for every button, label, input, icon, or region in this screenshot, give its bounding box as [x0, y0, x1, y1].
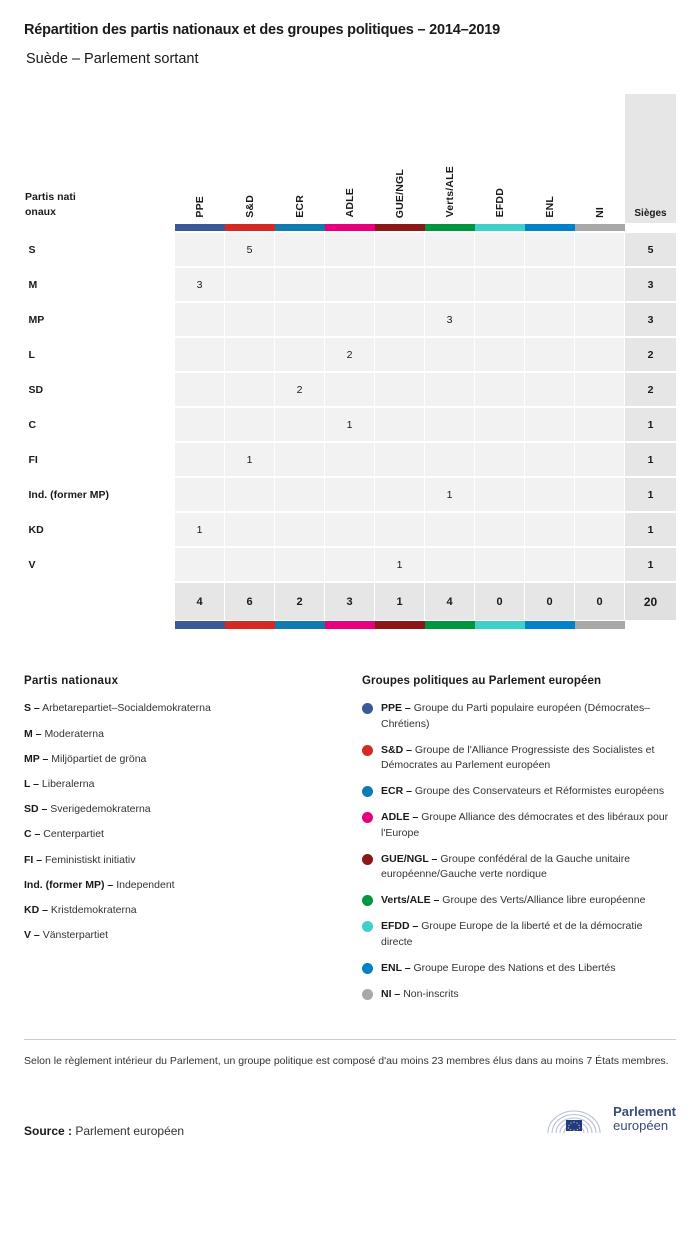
cell-value — [225, 302, 275, 337]
column-header-label: ENL — [543, 196, 556, 218]
table-row — [25, 232, 677, 267]
cell-value — [175, 477, 225, 512]
page-title: Répartition des partis nationaux et des groupes politiques – 2014–2019 — [24, 22, 500, 38]
cell-value — [375, 232, 425, 267]
cell-value — [225, 547, 275, 582]
cell-value — [325, 512, 375, 547]
cell-value — [525, 302, 575, 337]
list-item — [362, 987, 676, 1002]
cell-value — [275, 512, 325, 547]
cell-value: 1 — [225, 442, 275, 477]
group-color-dot-enl — [362, 963, 373, 974]
list-item — [24, 903, 338, 918]
total-value-ni: 0 — [575, 582, 625, 620]
color-band-vertsale-bottom — [425, 620, 475, 629]
list-item — [362, 810, 676, 840]
cell-value — [275, 547, 325, 582]
legend-name: Groupe Alliance des démocrates et des libéraux pour l'Europe — [381, 811, 669, 839]
column-header-label: NI — [593, 206, 606, 218]
legend-abbr: GUE/NGL – — [381, 852, 438, 865]
cell-value — [575, 442, 625, 477]
column-header-label: EFDD — [493, 188, 506, 218]
column-header-label: S&D — [243, 195, 256, 218]
table-row — [25, 442, 677, 477]
legend-abbr: L – — [24, 777, 39, 790]
table-row — [25, 337, 677, 372]
cell-value — [325, 267, 375, 302]
legend-abbr: M – — [24, 727, 42, 740]
color-band-adle — [325, 223, 375, 232]
group-color-dot-ppe — [362, 703, 373, 714]
row-seats-total: 3 — [625, 302, 677, 337]
legend-abbr: S – — [24, 702, 40, 715]
legend-name: Arbetarepartiet–Socialdemokraterna — [42, 702, 211, 715]
column-header-enl — [525, 93, 575, 223]
legend-text — [381, 919, 676, 949]
list-item — [24, 827, 338, 842]
cell-value — [475, 442, 525, 477]
cell-value — [325, 547, 375, 582]
table-row — [25, 302, 677, 337]
cell-value — [475, 267, 525, 302]
row-party-label: KD — [25, 512, 175, 547]
column-header-vertsale — [425, 93, 475, 223]
legends-container — [0, 629, 700, 1013]
color-band-ecr-bottom — [275, 620, 325, 629]
cell-value: 1 — [175, 512, 225, 547]
band-blank-seats — [625, 620, 677, 629]
band-blank — [25, 620, 175, 629]
cell-value — [175, 442, 225, 477]
legend-abbr: V – — [24, 929, 40, 942]
group-color-band-bottom — [25, 620, 677, 629]
table-row — [25, 372, 677, 407]
grand-total-seats: 20 — [625, 582, 677, 620]
cell-value: 1 — [325, 407, 375, 442]
group-color-dot-ni — [362, 989, 373, 1000]
cell-value — [425, 512, 475, 547]
cell-value — [475, 547, 525, 582]
cell-value — [175, 337, 225, 372]
legend-abbr: PPE – — [381, 702, 411, 715]
cell-value — [425, 232, 475, 267]
cell-value — [575, 337, 625, 372]
cell-value: 3 — [175, 267, 225, 302]
table-row — [25, 407, 677, 442]
column-header-ecr — [275, 93, 325, 223]
legend-name: Miljöpartiet de gröna — [51, 752, 147, 765]
source-value: Parlement européen — [75, 1124, 185, 1139]
band-blank-seats — [625, 223, 677, 232]
row-seats-total: 1 — [625, 407, 677, 442]
legend-text — [381, 784, 676, 799]
color-band-guengl-bottom — [375, 620, 425, 629]
color-band-ppe — [175, 223, 225, 232]
cell-value: 1 — [375, 547, 425, 582]
list-item — [362, 784, 676, 799]
cell-value — [525, 407, 575, 442]
hemicycle-icon — [544, 1100, 604, 1138]
total-value-ppe: 4 — [175, 582, 225, 620]
legend-abbr: ADLE – — [381, 811, 419, 824]
table-row — [25, 477, 677, 512]
column-header-ni — [575, 93, 625, 223]
cell-value — [525, 442, 575, 477]
legend-name: Groupe du Parti populaire européen (Démocrates–Chrétiens) — [381, 702, 651, 730]
list-item — [24, 727, 338, 742]
cell-value — [475, 477, 525, 512]
totals-row-label — [25, 582, 175, 620]
column-header-ppe — [175, 93, 225, 223]
list-item — [362, 743, 676, 773]
cell-value — [575, 477, 625, 512]
total-value-ecr: 2 — [275, 582, 325, 620]
color-band-ni — [575, 223, 625, 232]
seat-matrix-table — [24, 93, 677, 630]
row-party-label: SD — [25, 372, 175, 407]
group-color-dot-guengl — [362, 854, 373, 865]
cell-value — [225, 337, 275, 372]
total-value-enl: 0 — [525, 582, 575, 620]
footer-bottom — [0, 1070, 700, 1160]
source-label: Source : — [24, 1124, 73, 1139]
cell-value: 3 — [425, 302, 475, 337]
cell-value: 2 — [275, 372, 325, 407]
row-party-label: S — [25, 232, 175, 267]
row-party-label: V — [25, 547, 175, 582]
cell-value — [325, 372, 375, 407]
legend-abbr: ENL – — [381, 961, 411, 974]
legend-political-groups — [362, 675, 676, 1013]
cell-value — [425, 372, 475, 407]
row-seats-total: 5 — [625, 232, 677, 267]
cell-value — [575, 512, 625, 547]
cell-value — [525, 547, 575, 582]
list-item — [362, 961, 676, 976]
group-color-dot-ecr — [362, 786, 373, 797]
legend-text — [381, 987, 676, 1002]
total-value-guengl: 1 — [375, 582, 425, 620]
matrix-header-row — [25, 93, 677, 223]
cell-value — [325, 232, 375, 267]
legend-abbr: Ind. (former MP) – — [24, 878, 114, 891]
legend-name: Groupe des Verts/Alliance libre européenne — [442, 894, 646, 907]
legend-name: Groupe Europe des Nations et des Libertés — [413, 961, 616, 974]
european-parliament-logo — [544, 1100, 676, 1138]
legend-name: Non-inscrits — [403, 988, 459, 1001]
cell-value — [375, 267, 425, 302]
list-item — [362, 701, 676, 731]
cell-value — [575, 302, 625, 337]
cell-value — [475, 512, 525, 547]
legend-text — [381, 810, 676, 840]
cell-value — [275, 477, 325, 512]
color-band-enl — [525, 223, 575, 232]
cell-value — [575, 547, 625, 582]
legend-name: Centerpartiet — [43, 828, 104, 841]
cell-value — [275, 302, 325, 337]
list-item — [24, 752, 338, 767]
list-item — [24, 802, 338, 817]
cell-value — [375, 372, 425, 407]
logo-line-1: Parlement — [613, 1103, 676, 1119]
row-seats-total: 2 — [625, 372, 677, 407]
page-subtitle: Suède – Parlement sortant — [26, 51, 199, 68]
cell-value — [475, 372, 525, 407]
cell-value — [175, 372, 225, 407]
legend-name: Groupe confédéral de la Gauche unitaire européenne/Gauche verte nordique — [381, 852, 631, 881]
cell-value — [275, 267, 325, 302]
cell-value — [375, 512, 425, 547]
cell-value — [375, 337, 425, 372]
legend-name: Kristdemokraterna — [50, 904, 137, 917]
column-header-label: Verts/ALE — [443, 166, 456, 218]
column-header-guengl — [375, 93, 425, 223]
color-band-efdd — [475, 223, 525, 232]
cell-value: 5 — [225, 232, 275, 267]
column-header-seats — [625, 93, 677, 223]
legend-text — [381, 701, 676, 731]
color-band-adle-bottom — [325, 620, 375, 629]
matrix-header — [25, 93, 677, 232]
cell-value — [575, 232, 625, 267]
list-item — [362, 893, 676, 908]
group-color-dot-efdd — [362, 921, 373, 932]
cell-value — [325, 442, 375, 477]
cell-value — [175, 302, 225, 337]
cell-value — [225, 267, 275, 302]
legend-name: Feministiskt initiativ — [45, 853, 136, 866]
color-band-enl-bottom — [525, 620, 575, 629]
column-header-sd — [225, 93, 275, 223]
matrix-body — [25, 232, 677, 629]
band-blank — [25, 223, 175, 232]
legend-abbr: S&D – — [381, 743, 412, 756]
total-value-efdd: 0 — [475, 582, 525, 620]
cell-value — [525, 232, 575, 267]
cell-value: 2 — [325, 337, 375, 372]
cell-value — [525, 337, 575, 372]
color-band-vertsale — [425, 223, 475, 232]
list-item — [24, 701, 338, 716]
row-party-label: FI — [25, 442, 175, 477]
row-seats-total: 3 — [625, 267, 677, 302]
legend-name: Independent — [116, 878, 175, 891]
total-value-sd: 6 — [225, 582, 275, 620]
legend-name: Groupe Europe de la liberté et de la démocratie directe — [381, 920, 643, 948]
cell-value — [325, 477, 375, 512]
logo-line-2: européen — [613, 1118, 669, 1134]
legend-abbr: KD – — [24, 904, 48, 917]
cell-value — [475, 337, 525, 372]
column-header-efdd — [475, 93, 525, 223]
cell-value — [275, 232, 325, 267]
legend-name: Moderaterna — [44, 727, 104, 740]
row-header-label-cell — [25, 93, 175, 223]
row-party-label: L — [25, 337, 175, 372]
column-header-adle — [325, 93, 375, 223]
cell-value — [275, 407, 325, 442]
list-item — [362, 919, 676, 949]
legend-text — [381, 852, 676, 882]
row-seats-total: 2 — [625, 337, 677, 372]
legend-national-parties-title: Partis nationaux — [24, 675, 119, 688]
color-band-ecr — [275, 223, 325, 232]
legend-political-groups-title: Groupes politiques au Parlement européen — [362, 675, 602, 688]
legend-name: Liberalerna — [41, 777, 95, 790]
seat-matrix-container — [0, 69, 700, 630]
cell-value — [225, 407, 275, 442]
legend-abbr: Verts/ALE – — [381, 894, 440, 907]
legend-abbr: NI – — [381, 988, 401, 1001]
cell-value — [225, 477, 275, 512]
column-header-label: GUE/NGL — [393, 168, 406, 218]
row-party-label: Ind. (former MP) — [25, 477, 175, 512]
legend-name: Vänsterpartiet — [42, 929, 109, 942]
group-color-dot-adle — [362, 812, 373, 823]
cell-value — [525, 477, 575, 512]
cell-value — [425, 267, 475, 302]
cell-value — [375, 477, 425, 512]
color-band-ni-bottom — [575, 620, 625, 629]
group-color-band-top — [25, 223, 677, 232]
column-header-seats-label: Sièges — [634, 207, 667, 219]
legend-name: Groupe des Conservateurs et Réformistes européens — [414, 785, 665, 798]
total-value-adle: 3 — [325, 582, 375, 620]
list-item — [24, 878, 338, 893]
row-seats-total: 1 — [625, 442, 677, 477]
list-item — [24, 928, 338, 943]
cell-value — [375, 442, 425, 477]
legend-name: Groupe de l'Alliance Progressiste des Socialistes et Démocrates au Parlement européen — [381, 743, 655, 771]
row-party-label: MP — [25, 302, 175, 337]
list-item — [24, 777, 338, 792]
cell-value — [375, 407, 425, 442]
cell-value — [225, 372, 275, 407]
cell-value — [175, 232, 225, 267]
cell-value — [575, 372, 625, 407]
footnote: Selon le règlement intérieur du Parlement, un groupe politique est composé d'au moins 23 membres élus dans au moins 7 États membres. — [24, 1055, 669, 1068]
cell-value — [525, 512, 575, 547]
legend-abbr: EFDD – — [381, 920, 419, 933]
source-line — [24, 1124, 184, 1138]
color-band-sd-bottom — [225, 620, 275, 629]
legend-name: Sverigedemokraterna — [50, 803, 151, 816]
legend-national-parties — [24, 675, 338, 1013]
cell-value — [175, 407, 225, 442]
column-header-label: ADLE — [343, 188, 356, 218]
legend-abbr: C – — [24, 828, 41, 841]
cell-value — [475, 232, 525, 267]
legend-text — [381, 961, 676, 976]
row-party-label: C — [25, 407, 175, 442]
table-row — [25, 512, 677, 547]
legend-text — [381, 893, 676, 908]
color-band-ppe-bottom — [175, 620, 225, 629]
list-item — [24, 853, 338, 868]
cell-value — [275, 337, 325, 372]
totals-row — [25, 582, 677, 620]
cell-value — [175, 547, 225, 582]
cell-value — [425, 407, 475, 442]
cell-value — [425, 442, 475, 477]
cell-value — [325, 302, 375, 337]
row-seats-total: 1 — [625, 547, 677, 582]
table-row — [25, 547, 677, 582]
cell-value — [475, 302, 525, 337]
cell-value — [425, 547, 475, 582]
cell-value — [425, 337, 475, 372]
cell-value: 1 — [425, 477, 475, 512]
cell-value — [475, 407, 525, 442]
color-band-guengl — [375, 223, 425, 232]
row-header-label: Partis nationaux — [25, 191, 76, 218]
row-seats-total: 1 — [625, 477, 677, 512]
legend-abbr: ECR – — [381, 785, 412, 798]
legend-text — [381, 743, 676, 773]
cell-value — [375, 302, 425, 337]
legend-abbr: MP – — [24, 752, 49, 765]
cell-value — [575, 267, 625, 302]
color-band-sd — [225, 223, 275, 232]
legend-abbr: SD – — [24, 803, 48, 816]
column-header-label: ECR — [293, 195, 306, 218]
cell-value — [575, 407, 625, 442]
cell-value — [275, 442, 325, 477]
color-band-efdd-bottom — [475, 620, 525, 629]
cell-value — [525, 372, 575, 407]
group-color-dot-sd — [362, 745, 373, 756]
cell-value — [525, 267, 575, 302]
table-row — [25, 267, 677, 302]
total-value-vertsale: 4 — [425, 582, 475, 620]
column-header-label: PPE — [193, 196, 206, 218]
group-color-dot-vertsale — [362, 895, 373, 906]
row-seats-total: 1 — [625, 512, 677, 547]
list-item — [362, 852, 676, 882]
cell-value — [225, 512, 275, 547]
row-party-label: M — [25, 267, 175, 302]
legend-abbr: FI – — [24, 853, 43, 866]
logo-text — [613, 1105, 676, 1134]
